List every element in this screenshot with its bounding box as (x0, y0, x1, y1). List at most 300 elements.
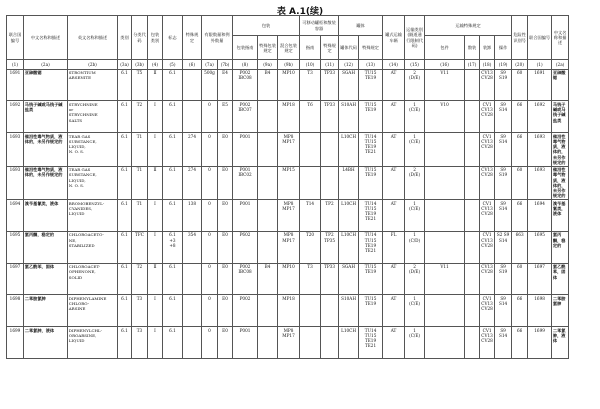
th-cn-name-2: 中文名称和描述 (552, 16, 569, 60)
column-number: (10) (300, 60, 321, 69)
cell-loading-provision: CV1 CV13 CV28 (480, 295, 495, 327)
cell-tank-special: TP2 TP35 (321, 231, 339, 263)
cell-en-name: STRONTIUM ARSENITE (68, 69, 118, 101)
cell-class: 6.1 (118, 295, 132, 327)
cell-packages-provision: V11 (425, 69, 465, 101)
cell-class-code: T2 (132, 101, 148, 133)
column-number: (16) (425, 60, 465, 69)
cell-vehicle: AT (383, 133, 405, 166)
cell-hazard-id: 66 (512, 199, 528, 231)
th-packages: 包件 (425, 36, 465, 60)
column-number: (8) (233, 60, 258, 69)
cell-tank-special: TP33 (321, 69, 339, 101)
cell-tank-special-2: TU15 TE19 (359, 69, 383, 101)
column-number: (18) (480, 60, 495, 69)
cell-labels: 6.1 (163, 327, 183, 359)
cell-cn-name-2: 马钱子碱或马钱子碱盐类 (552, 101, 569, 133)
cell-cn-name: 氯乙酰苯，固体 (24, 263, 68, 295)
th-class: 类别 (118, 16, 132, 60)
cell-labels: 6.1 (163, 199, 183, 231)
column-number: (3b) (132, 60, 148, 69)
th-un-no-2: 联合国编号 (528, 16, 552, 60)
cell-hazard-id: 663 (512, 231, 528, 263)
cell-un-no: 1698 (7, 295, 24, 327)
th-mixed-packing: 混合包装规定 (278, 36, 300, 60)
cell-packing-group: Ⅰ (148, 327, 163, 359)
cell-cn-name-2: 氯乙酰苯，固体 (552, 263, 569, 295)
column-number: (20) (512, 60, 528, 69)
cell-mixed-packing: MP8 MP17 (278, 133, 300, 166)
cell-hazard-id: 66 (512, 295, 528, 327)
th-tank-code: 罐体代码 (339, 36, 359, 60)
cell-tank-instruction (300, 133, 321, 166)
cell-limited-quantity: 0 (202, 166, 218, 199)
th-packing-group: 包装类别 (148, 16, 163, 60)
column-number: (11) (321, 60, 339, 69)
cell-un-no-2: 1693 (528, 133, 552, 166)
th-portable-tanks: 可移动罐柜和散装容器 (300, 16, 339, 36)
cell-un-no-2: 1694 (528, 199, 552, 231)
cell-packages-provision: V10 (425, 101, 465, 133)
cell-tank-special-2: TU15 TE19 (359, 263, 383, 295)
th-bulk: 散装 (465, 36, 480, 60)
th-en-name: 英文名称和描述 (68, 16, 118, 60)
cell-transport-category: 2 (D/E) (405, 166, 425, 199)
th-hazard-id: 危险性识别号 (512, 16, 528, 60)
cell-loading-provision: CV13 CV28 (480, 263, 495, 295)
table-row (7, 327, 600, 359)
cell-excepted-quantity: E0 (218, 263, 233, 295)
cell-en-name: STRYCHNINE or STRYCHNINE SALTS (68, 101, 118, 133)
cell-tank-code: S10AH (339, 295, 359, 327)
cell-class-code: T3 (132, 327, 148, 359)
cell-limited-quantity: 0 (202, 199, 218, 231)
cell-un-no-2: 1695 (528, 231, 552, 263)
cell-class: 6.1 (118, 69, 132, 101)
cell-tank-instruction: T6 (300, 101, 321, 133)
cell-en-name: DIPHENYLCHL- OROARSINE, LIQUID (68, 327, 118, 359)
cell-special-provision: 274 (183, 166, 202, 199)
cell-class-code: T3 (132, 295, 148, 327)
cell-hazard-id: 60 (512, 69, 528, 101)
cell-transport-category: 1 (C/E) (405, 133, 425, 166)
cell-un-no-2: 1691 (528, 69, 552, 101)
cell-limited-quantity: 0 (202, 133, 218, 166)
cell-transport-category: 1 (C/D) (405, 231, 425, 263)
cell-packages-provision (425, 295, 465, 327)
cell-tank-special (321, 133, 339, 166)
cell-tank-code: L10CH (339, 231, 359, 263)
cell-tank-special: TP33 (321, 263, 339, 295)
cell-tank-special-2: TU15 TE19 (359, 166, 383, 199)
cell-excepted-quantity: E0 (218, 133, 233, 166)
cell-tank-special-2: TU14 TU15 TE19 TE21 (359, 231, 383, 263)
cell-cn-name: 氯丙酮，稳定的 (24, 231, 68, 263)
th-special-packing: 特殊包装规定 (258, 36, 278, 60)
cell-class-code: TFC (132, 231, 148, 263)
cell-en-name: CHLOROACET- OPHENONE, SOLID (68, 263, 118, 295)
cell-special-packing: B4 (258, 69, 278, 101)
column-number: (4) (148, 60, 163, 69)
cell-packing-group: Ⅰ (148, 231, 163, 263)
th-labels: 标志 (163, 16, 183, 60)
th-special-provisions: 特殊规定 (183, 16, 202, 60)
cell-special-provision: 354 (183, 231, 202, 263)
cell-cn-name-2: 亚砷酸锶 (552, 69, 569, 101)
cell-cn-name-2: 溴苄基氰类，液体 (552, 199, 569, 231)
cell-vehicle: FL (383, 231, 405, 263)
cell-un-no-2: 1699 (528, 327, 552, 359)
cell-cn-name-2: 氯丙酮，稳定的 (552, 231, 569, 263)
cell-class: 6.1 (118, 133, 132, 166)
cell-packing-group: Ⅰ (148, 133, 163, 166)
column-number: (7b) (218, 60, 233, 69)
cell-hazard-id: 60 (512, 166, 528, 199)
table-row (7, 69, 600, 101)
cell-labels: 6.1 (163, 69, 183, 101)
cell-special-provision: 274 (183, 133, 202, 166)
column-number: (1) (7, 60, 24, 69)
cell-cn-name: 亚砷酸锶 (24, 69, 68, 101)
cell-un-no: 1692 (7, 101, 24, 133)
th-packaging-group: 包装 (233, 16, 300, 36)
cell-packages-provision (425, 133, 465, 166)
cell-packing-instruction: P002 IBC08 (233, 69, 258, 101)
cell-un-no: 1697 (7, 263, 24, 295)
cell-packing-group: Ⅱ (148, 166, 163, 199)
cell-transport-category: 2 (D/E) (405, 69, 425, 101)
cell-labels: 6.1 (163, 133, 183, 166)
cell-excepted-quantity: E5 (218, 101, 233, 133)
table-title: 表 A.1(续) (276, 7, 324, 17)
cell-operation-provision: S9 S14 (495, 199, 512, 231)
th-cn-name: 中文名称和描述 (24, 16, 68, 60)
cell-un-no: 1694 (7, 199, 24, 231)
cell-labels: 6.1 +3 +8 (163, 231, 183, 263)
cell-operation-provision: S9 S19 (495, 263, 512, 295)
cell-special-packing (258, 231, 278, 263)
cell-bulk-provision (465, 101, 480, 133)
cell-en-name: TEAR GAS SUBSTANCE, LIQUID, N. O. S. (68, 133, 118, 166)
cell-packing-group: Ⅱ (148, 69, 163, 101)
cell-bulk-provision (465, 263, 480, 295)
cell-bulk-provision (465, 69, 480, 101)
column-number: (14) (383, 60, 405, 69)
cell-loading-provision: CV13 CV28 (480, 69, 495, 101)
cell-limited-quantity: 500g (202, 69, 218, 101)
table-row (7, 231, 600, 263)
cell-tank-special (321, 166, 339, 199)
cell-tank-instruction: T3 (300, 263, 321, 295)
cell-mixed-packing: MP18 (278, 295, 300, 327)
cell-loading-provision: CV13 CV28 (480, 166, 495, 199)
table-row (7, 199, 600, 231)
cell-class-code: T1 (132, 166, 148, 199)
cell-un-no-2: 1692 (528, 101, 552, 133)
cell-special-packing (258, 101, 278, 133)
cell-cn-name-2: 催泪性毒气物质，液体的，未另作规定的 (552, 133, 569, 166)
cell-tank-special-2: TU14 TU15 TE19 TE21 (359, 133, 383, 166)
cell-hazard-id: 66 (512, 101, 528, 133)
th-loading: 装卸 (480, 36, 495, 60)
cell-excepted-quantity: E0 (218, 231, 233, 263)
cell-tank-code: L4BH (339, 166, 359, 199)
th-tank-instructions: 指南 (300, 36, 321, 60)
cell-mixed-packing: MP10 (278, 263, 300, 295)
cell-en-name: CHLOROACETO- NE, STABILIZED (68, 231, 118, 263)
cell-tank-instruction: T20 (300, 231, 321, 263)
cell-hazard-id: 66 (512, 327, 528, 359)
cell-operation-provision: S9 S14 (495, 133, 512, 166)
cell-cn-name: 溴苄基氰类，液体 (24, 199, 68, 231)
cell-vehicle: AT (383, 69, 405, 101)
table-row (7, 263, 600, 295)
cell-special-provision (183, 101, 202, 133)
cell-cn-name-2: 催泪性毒气物质，液体的，未另作规定的 (552, 166, 569, 199)
cell-class: 6.1 (118, 166, 132, 199)
cell-special-packing (258, 295, 278, 327)
cell-cn-name: 二苯胺氯胂 (24, 295, 68, 327)
cell-cn-name: 马钱子碱或马钱子碱盐类 (24, 101, 68, 133)
cell-packing-instruction: P001 (233, 133, 258, 166)
cell-bulk-provision (465, 199, 480, 231)
cell-vehicle: AT (383, 199, 405, 231)
cell-special-provision (183, 69, 202, 101)
cell-limited-quantity: 0 (202, 295, 218, 327)
cell-packing-instruction: P002 IBC07 (233, 101, 258, 133)
cell-packages-provision: V11 (425, 263, 465, 295)
cell-class-code: T2 (132, 263, 148, 295)
table-row (7, 101, 600, 133)
cell-bulk-provision (465, 166, 480, 199)
cell-bulk-provision (465, 295, 480, 327)
column-number: (7a) (202, 60, 218, 69)
cell-labels: 6.1 (163, 263, 183, 295)
cell-special-provision (183, 295, 202, 327)
cell-tank-code: SGAH (339, 69, 359, 101)
cell-transport-category: 1 (C/E) (405, 295, 425, 327)
cell-vehicle: AT (383, 166, 405, 199)
cell-transport-category: 1 (C/E) (405, 199, 425, 231)
cell-vehicle: AT (383, 327, 405, 359)
table-row (7, 166, 600, 199)
cell-class: 6.1 (118, 327, 132, 359)
cell-packages-provision (425, 166, 465, 199)
column-number: (12) (339, 60, 359, 69)
cell-mixed-packing: MP8 MP17 (278, 199, 300, 231)
cell-un-no: 1693 (7, 166, 24, 199)
th-carriage-provisions: 运输特殊规定 (425, 16, 512, 36)
cell-limited-quantity: 0 (202, 101, 218, 133)
column-number-row (7, 60, 600, 69)
cell-tank-instruction (300, 166, 321, 199)
cell-packing-instruction: P002 IBC08 (233, 263, 258, 295)
cell-un-no-2: 1698 (528, 295, 552, 327)
cell-special-provision: 138 (183, 199, 202, 231)
cell-transport-category: 1 (C/E) (405, 101, 425, 133)
cell-packages-provision (425, 199, 465, 231)
cell-tank-special-2: TU14 TU15 TE19 TE21 (359, 199, 383, 231)
cell-class-code: T5 (132, 69, 148, 101)
th-limited-quantity: 有限数量和例外数量 (202, 16, 233, 60)
cell-limited-quantity: 0 (202, 263, 218, 295)
cell-loading-provision: CV1 CV13 CV28 (480, 101, 495, 133)
cell-class: 6.1 (118, 263, 132, 295)
cell-tank-special (321, 327, 339, 359)
th-operation: 操作 (495, 36, 512, 60)
cell-operation-provision: S9 S19 (495, 69, 512, 101)
cell-mixed-packing: MP15 (278, 166, 300, 199)
cell-packing-group: Ⅰ (148, 101, 163, 133)
cell-packing-instruction: P001 (233, 199, 258, 231)
cell-packing-group: Ⅰ (148, 295, 163, 327)
cell-bulk-provision (465, 231, 480, 263)
dangerous-goods-table (6, 15, 600, 359)
th-tanks-group: 罐体 (339, 16, 383, 36)
cell-un-no: 1699 (7, 327, 24, 359)
cell-tank-special: TP33 (321, 101, 339, 133)
column-number: (3a) (118, 60, 132, 69)
cell-mixed-packing: MP10 (278, 69, 300, 101)
cell-cn-name-2: 二苯胺氯胂 (552, 295, 569, 327)
cell-operation-provision: S9 S14 (495, 101, 512, 133)
column-number: (1) (528, 60, 552, 69)
cell-packing-instruction: P002 (233, 295, 258, 327)
cell-un-no: 1691 (7, 69, 24, 101)
cell-tank-special (321, 295, 339, 327)
column-number: (9a) (258, 60, 278, 69)
cell-hazard-id: 60 (512, 263, 528, 295)
th-un-no: 联合国编号 (7, 16, 24, 60)
cell-un-no-2: 1693 (528, 166, 552, 199)
th-tank-special: 特殊规定 (321, 36, 339, 60)
cell-tank-special-2: TU15 TE19 (359, 295, 383, 327)
cell-tank-special-2: TU14 TU15 TE19 TE21 (359, 327, 383, 359)
cell-bulk-provision (465, 133, 480, 166)
column-number: (19) (495, 60, 512, 69)
cell-un-no: 1695 (7, 231, 24, 263)
cell-transport-category: 1 (C/E) (405, 327, 425, 359)
cell-cn-name: 催泪性毒气物质，液体的，未另作规定的 (24, 133, 68, 166)
cell-special-packing (258, 199, 278, 231)
cell-en-name: DIPHENYLAMINE CHLORO- ARSINE (68, 295, 118, 327)
cell-vehicle: AT (383, 295, 405, 327)
cell-tank-instruction (300, 327, 321, 359)
cell-special-packing: B4 (258, 263, 278, 295)
column-number: (5) (163, 60, 183, 69)
table-row (7, 295, 600, 327)
cell-packing-instruction: P001 IBC02 (233, 166, 258, 199)
cell-vehicle: AT (383, 263, 405, 295)
cell-class-code: T1 (132, 133, 148, 166)
cell-packages-provision (425, 327, 465, 359)
cell-limited-quantity: 0 (202, 327, 218, 359)
cell-en-name: BROMOBENZYL- CYANIDES, LIQUID (68, 199, 118, 231)
table-row (7, 133, 600, 166)
cell-class: 6.1 (118, 199, 132, 231)
th-vehicle: 罐式运输车辆 (383, 16, 405, 60)
cell-excepted-quantity: E0 (218, 199, 233, 231)
cell-packing-instruction: P602 (233, 231, 258, 263)
cell-operation-provision: S2 S9 S14 (495, 231, 512, 263)
cell-packing-group: Ⅰ (148, 199, 163, 231)
cell-un-no: 1693 (7, 133, 24, 166)
column-number: (13) (359, 60, 383, 69)
th-packing-instructions: 包装指南 (233, 36, 258, 60)
cell-transport-category: 2 (D/E) (405, 263, 425, 295)
cell-operation-provision: S9 S14 (495, 327, 512, 359)
cell-un-no-2: 1697 (528, 263, 552, 295)
cell-tank-code: S10AH (339, 101, 359, 133)
cell-tank-instruction: T14 (300, 199, 321, 231)
cell-tank-code: L10CH (339, 327, 359, 359)
cell-tank-code: L10CH (339, 199, 359, 231)
cell-vehicle: AT (383, 101, 405, 133)
cell-operation-provision: S9 S14 (495, 295, 512, 327)
cell-class: 6.1 (118, 101, 132, 133)
cell-excepted-quantity: E0 (218, 295, 233, 327)
cell-excepted-quantity: E0 (218, 327, 233, 359)
cell-mixed-packing: MP8 MP17 (278, 327, 300, 359)
cell-cn-name: 二苯氯胂，液体 (24, 327, 68, 359)
th-class-code: 分类代码 (132, 16, 148, 60)
cell-mixed-packing: MP18 (278, 101, 300, 133)
cell-tank-code: SGAH (339, 263, 359, 295)
cell-special-provision (183, 263, 202, 295)
cell-cn-name-2: 二苯氯胂，液体 (552, 327, 569, 359)
cell-mixed-packing: MP8 MP17 (278, 231, 300, 263)
column-number: (2a) (24, 60, 68, 69)
cell-packages-provision (425, 231, 465, 263)
cell-special-packing (258, 133, 278, 166)
cell-hazard-id: 66 (512, 133, 528, 166)
column-number: (2b) (68, 60, 118, 69)
cell-labels: 6.1 (163, 295, 183, 327)
cell-en-name: TEAR GAS SUBSTANCE, LIQUID, N. O. S. (68, 166, 118, 199)
cell-special-provision (183, 327, 202, 359)
cell-tank-special-2: TU15 TE19 (359, 101, 383, 133)
cell-loading-provision: CV1 CV13 CV28 (480, 231, 495, 263)
cell-special-packing (258, 166, 278, 199)
cell-packing-group: Ⅱ (148, 263, 163, 295)
table-body (7, 69, 600, 358)
cell-tank-special: TP2 (321, 199, 339, 231)
th-transport-category: 运输类别(隧道通行限制代码) (405, 16, 425, 60)
column-number: (9b) (278, 60, 300, 69)
cell-packing-instruction: P001 (233, 327, 258, 359)
cell-labels: 6.1 (163, 101, 183, 133)
column-number: (6) (183, 60, 202, 69)
cell-excepted-quantity: E0 (218, 166, 233, 199)
column-number: (17) (465, 60, 480, 69)
cell-cn-name: 催泪性毒气物质，液体的，未另作规定的 (24, 166, 68, 199)
column-number: (2a) (552, 60, 569, 69)
column-number: (15) (405, 60, 425, 69)
cell-excepted-quantity: E4 (218, 69, 233, 101)
cell-loading-provision: CV1 CV13 CV28 (480, 133, 495, 166)
cell-operation-provision: S9 S19 (495, 166, 512, 199)
th-tank-special-2: 特殊规定 (359, 36, 383, 60)
cell-tank-code: L10CH (339, 133, 359, 166)
cell-labels: 6.1 (163, 166, 183, 199)
cell-class: 6.1 (118, 231, 132, 263)
cell-bulk-provision (465, 327, 480, 359)
cell-special-packing (258, 327, 278, 359)
cell-tank-instruction: T3 (300, 69, 321, 101)
cell-loading-provision: CV1 CV13 CV28 (480, 327, 495, 359)
cell-limited-quantity: 0 (202, 231, 218, 263)
cell-loading-provision: CV1 CV13 CV28 (480, 199, 495, 231)
